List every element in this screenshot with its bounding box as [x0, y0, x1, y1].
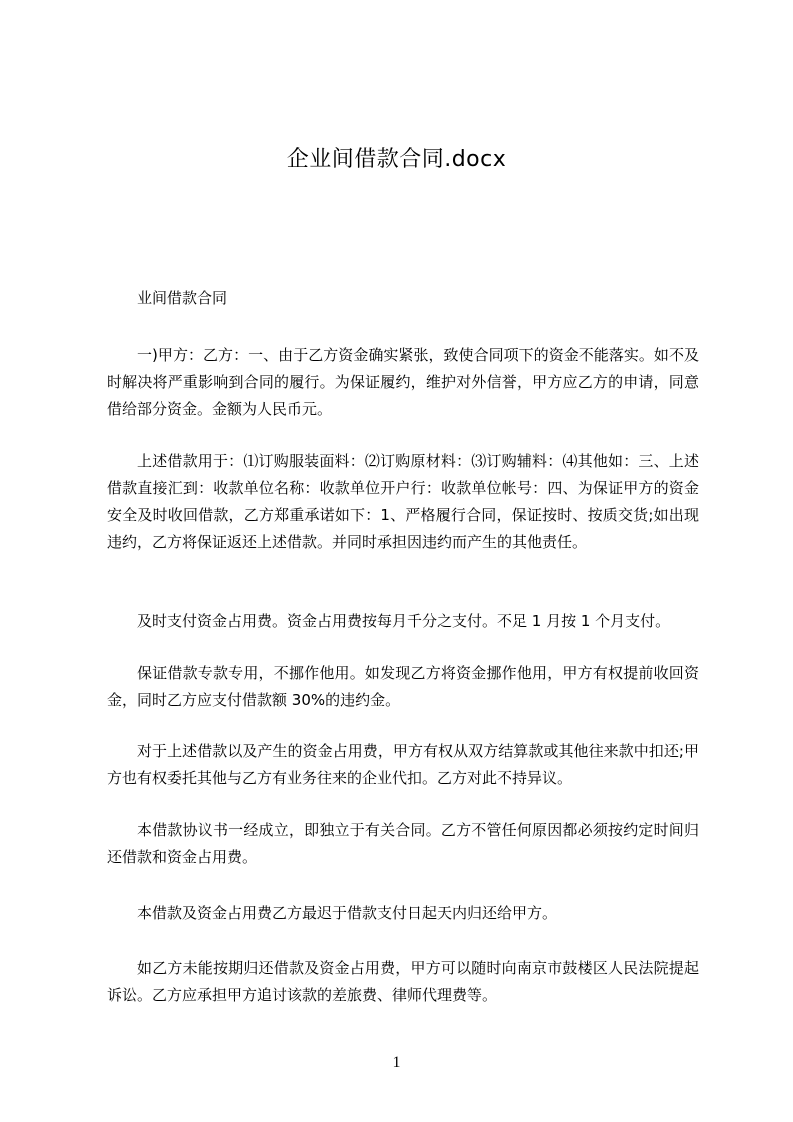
paragraph: 一)甲方：乙方：一、由于乙方资金确实紧张，致使合同项下的资金不能落实。如不及时解决将严重影响到合同的履行。为保证履约，维护对外信誉，甲方应乙方的申请，同意借给部分资金。金额为人民币元。	[107, 346, 699, 418]
paragraph: 本借款及资金占用费乙方最迟于借款支付日起天内归还给甲方。	[137, 904, 558, 922]
paragraph: 如乙方未能按期归还借款及资金占用费，甲方可以随时向南京市鼓楼区人民法院提起诉讼。乙方应承担甲方追讨该款的差旅费、律师代理费等。	[107, 959, 699, 1004]
paragraph: 保证借款专款专用，不挪作他用。如发现乙方将资金挪作他用，甲方有权提前收回资金，同时乙方应支付借款额 30%的违约金。	[107, 664, 699, 709]
paragraph: 及时支付资金占用费。资金占用费按每月千分之支付。不足 1 月按 1 个月支付。	[137, 612, 671, 630]
paragraph: 对于上述借款以及产生的资金占用费，甲方有权从双方结算款或其他往来款中扣还;甲方也有权委托其他与乙方有业务往来的企业代扣。乙方对此不持异议。	[107, 742, 699, 787]
paragraph: 上述借款用于：⑴订购服装面料：⑵订购原材料：⑶订购辅料：⑷其他如：三、上述借款直接汇到：收款单位名称：收款单位开户行：收款单位帐号：四、为保证甲方的资金安全及时收回借款，乙方郑重承诺如下：1、严格履行合同，保证按时、按质交货;如出现违约，乙方将保证返还上述借款。并同时承担因违约而产生的其他责任。	[107, 452, 699, 551]
page-number: 1	[392, 1054, 401, 1071]
paragraph: 本借款协议书一经成立，即独立于有关合同。乙方不管任何原因都必须按约定时间归还借款和资金占用费。	[107, 821, 699, 866]
document-title: 企业间借款合同.docx	[286, 147, 507, 172]
paragraph-heading: 业间借款合同	[137, 289, 228, 307]
